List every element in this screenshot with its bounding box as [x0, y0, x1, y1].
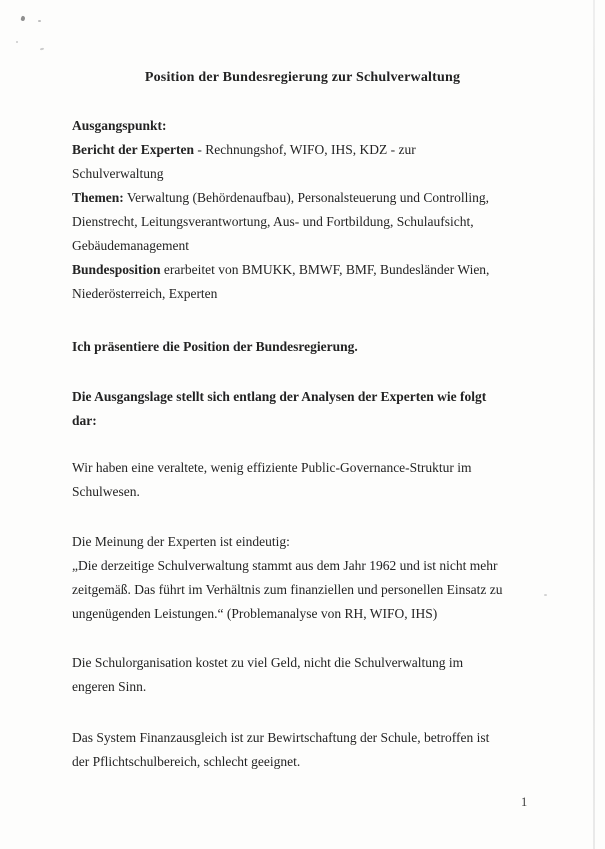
- text-line: engeren Sinn.: [72, 679, 147, 694]
- scan-speck: [16, 41, 18, 43]
- paragraph-befund-finanzausgleich: [72, 726, 489, 774]
- bold-run: Bundesposition: [72, 262, 161, 277]
- text-run: Verwaltung (Behördenaufbau), Personalsteuerung und Controlling,: [123, 190, 490, 205]
- text-line: zeitgemäß. Das führt im Verhältnis zum finanziellen und personellen Einsatz zu: [72, 582, 503, 597]
- text-line: [72, 258, 489, 282]
- page-title: Position der Bundesregierung zur Schulverwaltung: [144, 70, 461, 85]
- text-line: Die Ausgangslage stellt sich entlang der Analysen der Experten wie folgt: [72, 389, 487, 404]
- text-line: [72, 234, 489, 258]
- scan-speck: [40, 48, 44, 51]
- text-line: [72, 282, 489, 306]
- text-line: [72, 162, 489, 186]
- text-run: Dienstrecht, Leitungsverantwortung, Aus- und Fortbildung, Schulaufsicht,: [72, 214, 474, 229]
- text-line: der Pflichtschulbereich, schlecht geeignet.: [72, 754, 301, 769]
- text-line: Schulwesen.: [72, 484, 140, 499]
- paragraph-befund-governance: [72, 456, 472, 504]
- text-run: - Rechnungshof, WIFO, IHS, KDZ - zur: [193, 142, 416, 157]
- text-line: [72, 186, 489, 210]
- scan-speck: [544, 594, 547, 596]
- bold-run: Themen:: [72, 190, 124, 205]
- text-run: Schulverwaltung: [72, 166, 164, 181]
- text-line: Wir haben eine veraltete, wenig effiziente Public-Governance-Struktur im: [72, 460, 472, 475]
- text-line: „Die derzeitige Schulverwaltung stammt aus dem Jahr 1962 und ist nicht mehr: [72, 558, 498, 573]
- paragraph-statement: [72, 335, 358, 359]
- text-line: Die Meinung der Experten ist eindeutig:: [72, 534, 290, 549]
- page-number: 1: [521, 795, 528, 809]
- text-run: Niederösterreich, Experten: [72, 286, 218, 301]
- scan-speck: [38, 20, 41, 22]
- text-line: Ich präsentiere die Position der Bundesregierung.: [72, 339, 358, 354]
- bold-run: Ausgangspunkt:: [72, 118, 167, 133]
- text-line: Das System Finanzausgleich ist zur Bewirtschaftung der Schule, betroffen ist: [72, 730, 490, 745]
- paragraph-intro: [72, 114, 489, 306]
- text-line: ungenügenden Leistungen.“ (Problemanalyse von RH, WIFO, IHS): [72, 606, 438, 621]
- scan-speck: [20, 15, 25, 21]
- text-line: [72, 210, 489, 234]
- text-line: dar:: [72, 413, 97, 428]
- text-line: [72, 138, 489, 162]
- paragraph-befund-kosten: [72, 651, 463, 699]
- text-line: Die Schulorganisation kostet zu viel Geld, nicht die Schulverwaltung im: [72, 655, 464, 670]
- bold-run: Bericht der Experten: [72, 142, 194, 157]
- text-run: Gebäudemanagement: [72, 238, 189, 253]
- text-line: [72, 114, 489, 138]
- scan-edge-line: [593, 0, 595, 849]
- paragraph-expertenmeinung: [72, 530, 503, 626]
- text-run: erarbeitet von BMUKK, BMWF, BMF, Bundesländer Wien,: [160, 262, 490, 277]
- paragraph-ausgangslage: [72, 385, 486, 433]
